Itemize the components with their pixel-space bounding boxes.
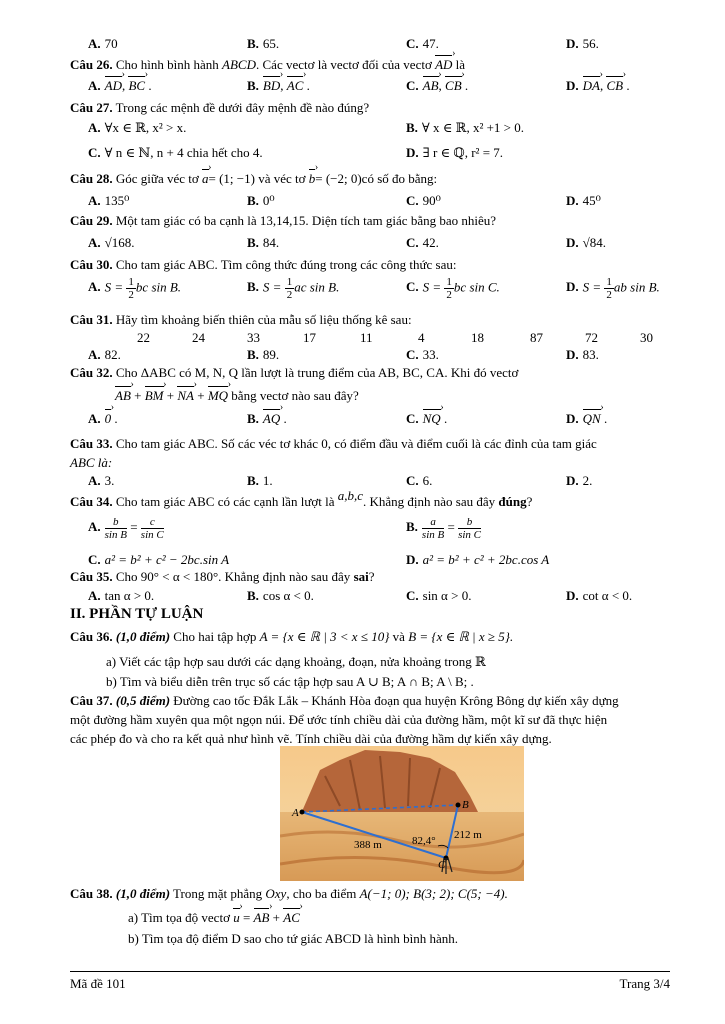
- angle-c: 82,4°: [412, 835, 436, 847]
- point-b: [456, 803, 461, 808]
- q35-stem: Câu 35. Cho 90° < α < 180°. Khẳng định nào sau đây sai?: [70, 569, 375, 584]
- ground: [280, 812, 524, 881]
- q27-option-c: C. ∀ n ∈ ℕ, n + 4 chia hết cho 4.: [88, 145, 263, 160]
- label-c: C: [438, 859, 446, 871]
- q31-option-c: C. 33.: [406, 347, 439, 362]
- q27-stem: Câu 27. Trong các mệnh đề dưới đây mệnh đề nào đúng?: [70, 100, 370, 115]
- q31-option-d: D. 83.: [566, 347, 599, 362]
- q27-option-b: B. ∀ x ∈ ℝ, x² +1 > 0.: [406, 120, 525, 135]
- q36-part-a: a) Viết các tập hợp sau dưới các dạng khoảng, đoạn, nửa khoảng trong ℝ: [106, 654, 486, 669]
- q34-option-c: C. a² = b² + c² − 2bc.sin A: [88, 552, 230, 567]
- q27-option-a: A. ∀x ∈ ℝ, x² > x.: [88, 120, 187, 135]
- q31-value: 22: [137, 330, 150, 345]
- q30-option-d: D. S = $\frac{1}{2}$ ab sin B.: [566, 276, 660, 301]
- q26-stem: Câu 26. Cho hình bình hành ABCD. Các vectơ là vectơ đối của vectơ AD › là: [70, 57, 465, 73]
- length-ac: 388 m: [354, 839, 382, 851]
- q31-value: 11: [360, 330, 373, 345]
- q26-option-b: B. BD ›, AC › .: [247, 78, 310, 94]
- label-b: B: [462, 799, 469, 811]
- q37-stem: Câu 37. (0,5 điểm) Đường cao tốc Đắk Lắk – Khánh Hòa đoạn qua huyện Krông Bông dự kiến xây dựng: [70, 693, 619, 708]
- q32-expression: AB › + BM › + NA › + MQ › bằng vectơ nào sau đây?: [115, 388, 359, 404]
- q31-value: 33: [247, 330, 260, 345]
- q30-option-b: B. S = $\frac{1}{2}$ ac sin B.: [247, 276, 340, 301]
- tunnel-figure: [280, 746, 524, 881]
- q33-option-d: D. 2.: [566, 473, 593, 488]
- label-a: A: [292, 807, 299, 819]
- q32-option-c: C. NQ › .: [406, 411, 447, 427]
- q32-option-a: A. 0 › .: [88, 411, 118, 427]
- q31-value: 24: [192, 330, 205, 345]
- q35-option-c: C. sin α > 0.: [406, 588, 472, 603]
- q33-option-b: B. 1.: [247, 473, 273, 488]
- q31-option-b: B. 89.: [247, 347, 280, 362]
- q31-value: 72: [585, 330, 598, 345]
- q29-option-d: D. √84.: [566, 235, 607, 250]
- q38-stem: Câu 38. (1,0 điểm) Trong mặt phẳng Oxy, cho ba điểm A(−1; 0); B(3; 2); C(5; −4).: [70, 886, 508, 901]
- q37-line3: các phép đo và cho ra kết quả như hình vẽ. Tính chiều dài của đường hầm dự kiến xây dựng.: [70, 731, 552, 746]
- q29-option-c: C. 42.: [406, 235, 439, 250]
- q25-option-a: A. 70: [88, 36, 118, 51]
- q25-option-c: C. 47.: [406, 36, 439, 51]
- q28-option-c: C. 90⁰: [406, 193, 441, 208]
- footer-exam-code: Mã đề 101: [70, 976, 126, 991]
- q32-option-d: D. QN › .: [566, 411, 607, 427]
- q33-stem-cont: ABC là:: [70, 455, 113, 470]
- q28-option-a: A. 135⁰: [88, 193, 130, 208]
- q36-part-b: b) Tìm và biểu diễn trên trục số các tập hợp sau A ∪ B; A ∩ B; A \ B; .: [106, 674, 474, 689]
- q33-option-a: A. 3.: [88, 473, 115, 488]
- q37-line2: một đường hầm xuyên qua một ngọn núi. Để ước tính chiều dài của đường hầm, một kĩ sư đã thực hiện: [70, 712, 608, 727]
- section-title: II. PHẦN TỰ LUẬN: [70, 606, 204, 622]
- q33-stem: Câu 33. Cho tam giác ABC. Số các véc tơ khác 0, có điểm đầu và điểm cuối là các đỉnh của tam giác: [70, 436, 597, 451]
- q30-option-a: A. S = $\frac{1}{2}$ bc sin B.: [88, 276, 182, 301]
- q32-stem: Câu 32. Cho ΔABC có M, N, Q lần lượt là trung điểm của AB, BC, CA. Khi đó vectơ: [70, 365, 519, 380]
- footer-divider: [70, 971, 670, 972]
- q32-option-b: B. AQ › .: [247, 411, 287, 427]
- q34-option-b: B. $\frac{a}{\text{sin B}}$ = $\frac{b}{\text{sin C}}$: [406, 516, 482, 541]
- q26-option-d: D. DA ›, CB › .: [566, 78, 630, 94]
- q29-stem: Câu 29. Một tam giác có ba cạnh là 13,14,15. Diện tích tam giác bằng bao nhiêu?: [70, 213, 497, 228]
- q31-value: 4: [418, 330, 425, 345]
- q26-option-a: A. AD ›, BC › .: [88, 78, 152, 94]
- q38-part-b: b) Tìm tọa độ điểm D sao cho tứ giác ABCD là hình bình hành.: [128, 931, 458, 946]
- length-bc: 212 m: [454, 829, 482, 841]
- q28-option-d: D. 45⁰: [566, 193, 601, 208]
- q36-stem: Câu 36. (1,0 điểm) Cho hai tập hợp A = {x ∈ ℝ | 3 < x ≤ 10} và B = {x ∈ ℝ | x ≥ 5}.: [70, 629, 514, 644]
- q38-part-a: a) Tìm tọa độ vectơ u › = AB › + AC ›: [128, 910, 300, 926]
- q34-option-d: D. a² = b² + c² + 2bc.cos A: [406, 552, 550, 567]
- q30-stem: Câu 30. Cho tam giác ABC. Tìm công thức đúng trong các công thức sau:: [70, 257, 457, 272]
- footer-page-number: Trang 3/4: [619, 976, 670, 991]
- q34-option-a: A. $\frac{b}{\text{sin B}}$ = $\frac{c}{\text{sin C}}$: [88, 516, 164, 541]
- q31-value: 87: [530, 330, 543, 345]
- q31-value: 17: [303, 330, 316, 345]
- q26-option-c: C. AB ›, CB › .: [406, 78, 468, 94]
- point-a: [300, 810, 305, 815]
- q31-stem: Câu 31. Hãy tìm khoảng biến thiên của mẫu số liệu thống kê sau:: [70, 312, 412, 327]
- q29-option-a: A. √168.: [88, 235, 135, 250]
- q35-option-b: B. cos α < 0.: [247, 588, 314, 603]
- q25-option-b: B. 65.: [247, 36, 280, 51]
- q25-option-d: D. 56.: [566, 36, 599, 51]
- q31-value: 18: [471, 330, 484, 345]
- q34-stem: Câu 34. Cho tam giác ABC có các cạnh lần lượt là a,b,c. Khẳng định nào sau đây đúng?: [70, 488, 533, 509]
- q28-stem: Câu 28. Góc giữa véc tơ a ›= (1; −1) và véc tơ b ›= (−2; 0)có số đo bằng:: [70, 171, 437, 187]
- q29-option-b: B. 84.: [247, 235, 280, 250]
- q33-option-c: C. 6.: [406, 473, 433, 488]
- q31-value: 30: [640, 330, 653, 345]
- q27-option-d: D. ∃ r ∈ ℚ, r² = 7.: [406, 145, 504, 160]
- q35-option-a: A. tan α > 0.: [88, 588, 155, 603]
- q30-option-c: C. S = $\frac{1}{2}$ bc sin C.: [406, 276, 500, 301]
- q35-option-d: D. cot α < 0.: [566, 588, 633, 603]
- q31-option-a: A. 82.: [88, 347, 121, 362]
- q28-option-b: B. 0⁰: [247, 193, 275, 208]
